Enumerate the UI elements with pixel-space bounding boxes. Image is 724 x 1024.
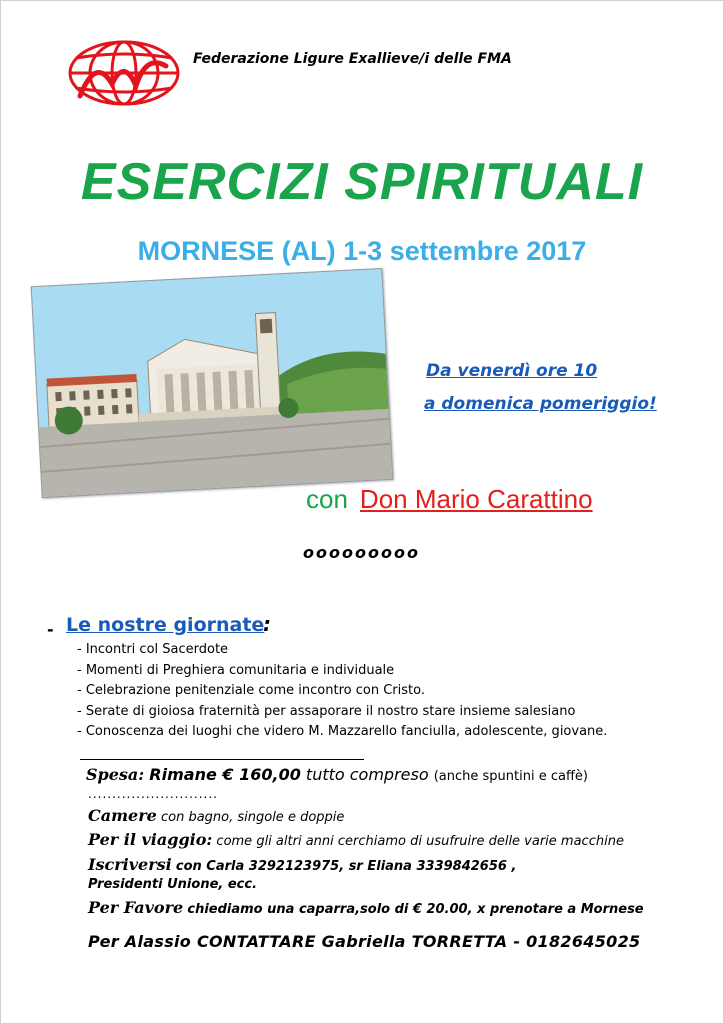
event-location-date: MORNESE (AL) 1-3 settembre 2017	[137, 236, 587, 266]
list-item: - Serate di gioiosa fraternità per assaporare il nostro stare insieme salesiano	[77, 702, 607, 723]
speaker-name: Don Mario Carattino	[359, 484, 593, 514]
organization-name: Federazione Ligure Exallieve/i delle FMA	[193, 51, 512, 67]
days-heading: Le nostre giornate	[66, 614, 265, 636]
main-title: ESERCIZI SPIRITUALI	[80, 153, 644, 211]
schedule-end: a domenica pomeriggio!	[424, 394, 657, 414]
speaker-line	[306, 484, 593, 515]
church-photo	[31, 268, 394, 498]
days-colon: :	[263, 612, 271, 636]
enroll-label: Iscriversi	[88, 855, 172, 874]
contact-line: Per Alassio CONTATTARE Gabriella TORRETTA - 0182645025	[88, 932, 641, 951]
cost-note: (anche spuntini e caffè)	[433, 769, 588, 784]
days-list	[77, 640, 607, 743]
favor-label: Per Favore	[88, 898, 184, 917]
list-item: - Incontri col Sacerdote	[77, 640, 607, 661]
list-item: - Conoscenza dei luoghi che videro M. Mazzarello fanciulla, adolescente, giovane.	[77, 722, 607, 743]
travel-line	[88, 830, 624, 849]
cost-label: Spesa:	[86, 765, 145, 784]
rooms-text: con bagno, singole e doppie	[160, 810, 345, 825]
travel-text: come gli altri anni cerchiamo di usufruire delle varie macchine	[216, 834, 624, 849]
list-item: - Celebrazione penitenziale come incontro con Cristo.	[77, 681, 607, 702]
cost-line	[86, 765, 588, 784]
speaker-prefix: con	[306, 484, 348, 514]
cost-rest: tutto compreso	[305, 765, 429, 784]
separator-line	[80, 759, 364, 760]
rooms-label: Camere	[88, 806, 157, 825]
dots-divider: ...........................	[88, 787, 218, 801]
schedule-start: Da venerdì ore 10	[426, 361, 598, 381]
rooms-line	[88, 806, 344, 825]
travel-label: Per il viaggio:	[88, 830, 213, 849]
days-dash: -	[47, 620, 54, 639]
favor-line	[88, 898, 644, 917]
ornament-divider: ooooooooo	[303, 543, 420, 562]
globe-fma-logo-icon	[62, 36, 186, 110]
presidents-line: Presidenti Unione, ecc.	[88, 877, 258, 892]
list-item: - Momenti di Preghiera comunitaria e individuale	[77, 661, 607, 682]
enroll-line	[88, 855, 516, 874]
favor-text: chiediamo una caparra,solo di € 20.00, x prenotare a Mornese	[187, 902, 644, 917]
enroll-text: con Carla 3292123975, sr Eliana 3339842656 ,	[175, 859, 517, 874]
cost-value: Rimane € 160,00	[149, 765, 301, 784]
